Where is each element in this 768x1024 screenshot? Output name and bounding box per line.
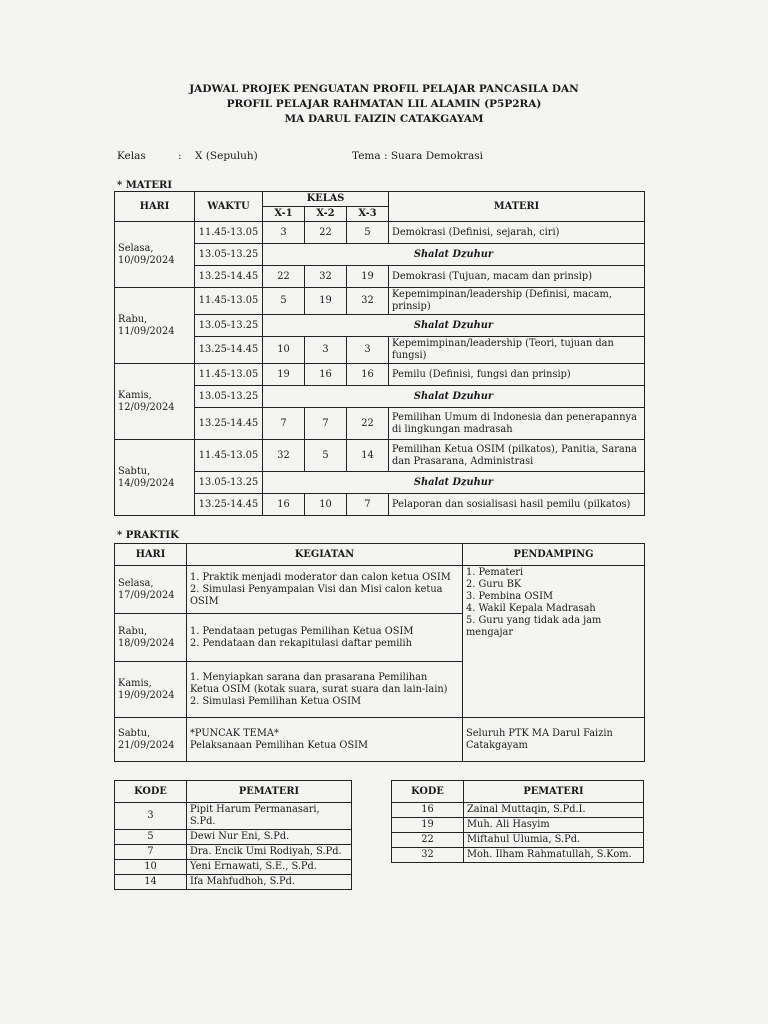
- title-line-1: JADWAL PROJEK PENGUATAN PROFIL PELAJAR PANCASILA DAN: [189, 83, 579, 95]
- praktik-day: Selasa, 17/09/2024: [115, 566, 187, 614]
- pendamping-item: 1. Pemateri: [466, 567, 524, 578]
- x1-cell: 16: [263, 494, 305, 516]
- kode-cell: 22: [392, 833, 464, 848]
- table-row: [115, 830, 352, 845]
- x1-cell: 7: [263, 408, 305, 440]
- kelas-info: [117, 150, 258, 162]
- waktu-cell: 13.25-14.45: [195, 337, 263, 364]
- x1-cell: 22: [263, 266, 305, 288]
- praktik-day: Rabu, 18/09/2024: [115, 614, 187, 662]
- x1-cell: 10: [263, 337, 305, 364]
- tema-label: Tema: [352, 150, 381, 162]
- table-row: [115, 288, 645, 315]
- x1-cell: 5: [263, 288, 305, 315]
- table-row: [115, 364, 645, 386]
- table-row: [115, 718, 645, 762]
- pemateri-cell: Moh. Ilham Rahmatullah, S.Kom.: [464, 848, 644, 863]
- document-title: [0, 82, 768, 127]
- break-cell: Shalat Dzuhur: [263, 244, 645, 266]
- pemateri-cell: Pipit Harum Permanasari, S.Pd.: [187, 803, 352, 830]
- table-row: [115, 875, 352, 890]
- pemateri-cell: Yeni Ernawati, S.E., S.Pd.: [187, 860, 352, 875]
- x3-cell: 5: [347, 222, 389, 244]
- pemateri-left-header-pemateri: PEMATERI: [187, 781, 352, 803]
- kode-cell: 3: [115, 803, 187, 830]
- praktik-table: [114, 543, 645, 762]
- title-line-3: MA DARUL FAIZIN CATAKGAYAM: [284, 113, 484, 125]
- table-row: [392, 833, 644, 848]
- break-cell: Shalat Dzuhur: [263, 315, 645, 337]
- kelas-separator: :: [178, 150, 182, 162]
- x3-cell: 19: [347, 266, 389, 288]
- materi-header-materi: MATERI: [389, 192, 645, 222]
- table-row: [115, 222, 645, 244]
- praktik-day: Kamis, 19/09/2024: [115, 662, 187, 718]
- break-cell: Shalat Dzuhur: [263, 472, 645, 494]
- x2-cell: 32: [305, 266, 347, 288]
- materi-header-x2: X-2: [305, 207, 347, 222]
- waktu-cell: 11.45-13.05: [195, 222, 263, 244]
- tema-info: [352, 150, 483, 162]
- kegiatan-item: 2. Pendataan dan rekapitulasi daftar pemilih: [190, 637, 412, 649]
- pemateri-cell: Dewi Nur Eni, S.Pd.: [187, 830, 352, 845]
- pemateri-cell: Dra. Encik Umi Rodiyah, S.Pd.: [187, 845, 352, 860]
- praktik-header-pendamping: PENDAMPING: [463, 544, 645, 566]
- waktu-cell: 11.45-13.05: [195, 440, 263, 472]
- kegiatan-item: 1. Pendataan petugas Pemilihan Ketua OSIM: [190, 625, 414, 637]
- pemateri-left-header-kode: KODE: [115, 781, 187, 803]
- x2-cell: 19: [305, 288, 347, 315]
- pemateri-cell: Muh. Ali Hasyim: [464, 818, 644, 833]
- materi-cell: Pemilihan Ketua OSIM (pilkatos), Panitia, Sarana dan Prasarana, Administrasi: [389, 440, 645, 472]
- kegiatan-item: 2. Simulasi Penyampaian Visi dan Misi calon ketua OSIM: [190, 583, 443, 607]
- x3-cell: 22: [347, 408, 389, 440]
- pemateri-table-right: [391, 780, 644, 863]
- materi-cell: Demokrasi (Definisi, sejarah, ciri): [389, 222, 645, 244]
- materi-section-label: * MATERI: [117, 180, 173, 191]
- materi-day: Kamis, 12/09/2024: [115, 364, 195, 440]
- praktik-section-label: * PRAKTIK: [117, 530, 179, 541]
- x3-cell: 16: [347, 364, 389, 386]
- materi-cell: Pelaporan dan sosialisasi hasil pemilu (pilkatos): [389, 494, 645, 516]
- table-row: [392, 803, 644, 818]
- table-row: [115, 472, 645, 494]
- waktu-cell: 13.25-14.45: [195, 494, 263, 516]
- x2-cell: 7: [305, 408, 347, 440]
- waktu-cell: 13.05-13.25: [195, 472, 263, 494]
- materi-cell: Pemilihan Umum di Indonesia dan penerapannya di lingkungan madrasah: [389, 408, 645, 440]
- pemateri-cell: Miftahul Ulumia, S.Pd.: [464, 833, 644, 848]
- materi-cell: Kepemimpinan/leadership (Definisi, macam, prinsip): [389, 288, 645, 315]
- kegiatan-item: 1. Menyiapkan sarana dan prasarana Pemilihan Ketua OSIM (kotak suara, surat suara dan lain-lain): [190, 671, 448, 695]
- materi-table: [114, 191, 645, 516]
- kode-cell: 10: [115, 860, 187, 875]
- pendamping-item: 4. Wakil Kepala Madrasah: [466, 603, 596, 614]
- x1-cell: 3: [263, 222, 305, 244]
- pemateri-cell: Zainal Muttaqin, S.Pd.I.: [464, 803, 644, 818]
- x3-cell: 7: [347, 494, 389, 516]
- x1-cell: 19: [263, 364, 305, 386]
- x3-cell: 3: [347, 337, 389, 364]
- x2-cell: 10: [305, 494, 347, 516]
- kode-cell: 5: [115, 830, 187, 845]
- kelas-value: X (Sepuluh): [195, 150, 258, 162]
- kegiatan-item: *PUNCAK TEMA*: [190, 727, 279, 739]
- materi-day: Rabu, 11/09/2024: [115, 288, 195, 364]
- x2-cell: 3: [305, 337, 347, 364]
- table-row: [115, 244, 645, 266]
- table-row: [115, 494, 645, 516]
- materi-day: Selasa, 10/09/2024: [115, 222, 195, 288]
- x1-cell: 32: [263, 440, 305, 472]
- waktu-cell: 13.25-14.45: [195, 408, 263, 440]
- pendamping-group: [463, 566, 645, 718]
- praktik-day: Sabtu, 21/09/2024: [115, 718, 187, 762]
- materi-header-x3: X-3: [347, 207, 389, 222]
- x3-cell: 32: [347, 288, 389, 315]
- kode-cell: 14: [115, 875, 187, 890]
- pendamping-last: Seluruh PTK MA Darul Faizin Catakgayam: [463, 718, 645, 762]
- pemateri-cell: Ifa Mahfudhoh, S.Pd.: [187, 875, 352, 890]
- table-row: [115, 845, 352, 860]
- praktik-header-hari: HARI: [115, 544, 187, 566]
- table-row: [115, 266, 645, 288]
- pendamping-item: 3. Pembina OSIM: [466, 591, 554, 602]
- pemateri-right-header-kode: KODE: [392, 781, 464, 803]
- materi-header-kelas: KELAS: [263, 192, 389, 207]
- praktik-header-kegiatan: KEGIATAN: [187, 544, 463, 566]
- waktu-cell: 13.05-13.25: [195, 386, 263, 408]
- title-line-2: PROFIL PELAJAR RAHMATAN LIL ALAMIN (P5P2RA): [226, 98, 542, 110]
- kode-cell: 16: [392, 803, 464, 818]
- waktu-cell: 13.25-14.45: [195, 266, 263, 288]
- pendamping-item: 5. Guru yang tidak ada jam mengajar: [466, 615, 602, 638]
- table-row: [115, 860, 352, 875]
- pendamping-item: 2. Guru BK: [466, 579, 522, 590]
- table-row: [115, 440, 645, 472]
- kegiatan-item: Pelaksanaan Pemilihan Ketua OSIM: [190, 739, 369, 751]
- waktu-cell: 13.05-13.25: [195, 244, 263, 266]
- materi-cell: Demokrasi (Tujuan, macam dan prinsip): [389, 266, 645, 288]
- table-row: [392, 818, 644, 833]
- materi-cell: Kepemimpinan/leadership (Teori, tujuan dan fungsi): [389, 337, 645, 364]
- table-row: [115, 408, 645, 440]
- x2-cell: 16: [305, 364, 347, 386]
- table-row: [115, 337, 645, 364]
- x2-cell: 5: [305, 440, 347, 472]
- kode-cell: 19: [392, 818, 464, 833]
- waktu-cell: 13.05-13.25: [195, 315, 263, 337]
- materi-header-x1: X-1: [263, 207, 305, 222]
- materi-header-hari: HARI: [115, 192, 195, 222]
- kegiatan-item: 1. Praktik menjadi moderator dan calon ketua OSIM: [190, 571, 451, 583]
- kelas-label: Kelas: [117, 150, 146, 162]
- kegiatan-item: 2. Simulasi Pemilihan Ketua OSIM: [190, 695, 362, 707]
- table-row: [392, 848, 644, 863]
- table-row: [115, 315, 645, 337]
- x2-cell: 22: [305, 222, 347, 244]
- tema-separator: :: [383, 150, 388, 162]
- waktu-cell: 11.45-13.05: [195, 288, 263, 315]
- x3-cell: 14: [347, 440, 389, 472]
- materi-cell: Pemilu (Definisi, fungsi dan prinsip): [389, 364, 645, 386]
- break-cell: Shalat Dzuhur: [263, 386, 645, 408]
- kode-cell: 7: [115, 845, 187, 860]
- tema-value: Suara Demokrasi: [390, 150, 483, 162]
- pemateri-table-left: [114, 780, 352, 890]
- materi-day: Sabtu, 14/09/2024: [115, 440, 195, 516]
- table-row: [115, 803, 352, 830]
- waktu-cell: 11.45-13.05: [195, 364, 263, 386]
- materi-header-waktu: WAKTU: [195, 192, 263, 222]
- table-row: [115, 566, 645, 614]
- table-row: [115, 386, 645, 408]
- kode-cell: 32: [392, 848, 464, 863]
- pemateri-right-header-pemateri: PEMATERI: [464, 781, 644, 803]
